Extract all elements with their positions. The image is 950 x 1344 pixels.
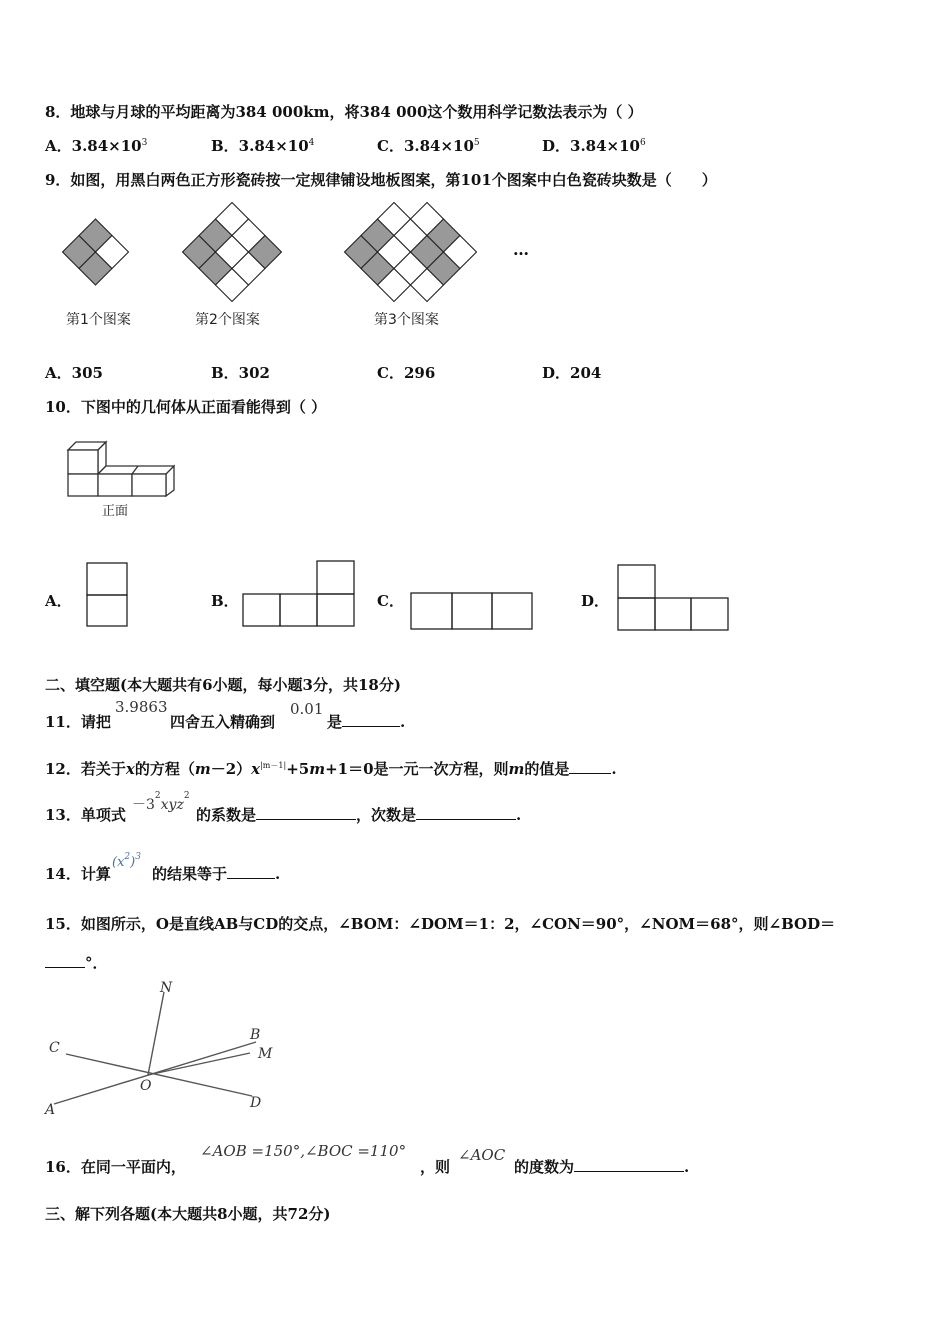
q10-option-b[interactable]: B．: [211, 592, 239, 610]
label-N: N: [160, 980, 173, 996]
q16-pre: 16．在同一平面内，: [45, 1158, 186, 1176]
q10-option-a-figure[interactable]: [86, 562, 130, 628]
label-C: C: [49, 1040, 60, 1056]
q10-option-c-figure[interactable]: [410, 592, 536, 632]
q11-pre: 11．请把: [45, 713, 111, 731]
q8-option-c[interactable]: C．$3.84\times 10^5$: [377, 137, 480, 155]
label-O: O: [140, 1078, 152, 1094]
q8-stem: 8．地球与月球的平均距离为384 000km，将384 000这个数用科学记数法表示为（ ）: [45, 103, 643, 121]
label-A: A: [45, 1102, 56, 1118]
cube-front-2: [98, 474, 132, 496]
q8-option-b[interactable]: B．$3.84\times 10^4$: [211, 137, 315, 155]
q16-blank[interactable]: [574, 1157, 684, 1172]
q11-mid: 四舍五入精确到: [170, 713, 276, 731]
q13-blank-coefficient[interactable]: [256, 805, 356, 820]
q12-stem: 12．若关于x的方程$(m-2)x^{|m-1|}+5m+1=0$是一元一次方程，则m的值是 .: [45, 760, 617, 778]
q9-option-c[interactable]: C．296: [377, 364, 436, 382]
q10-option-b-figure[interactable]: [242, 560, 358, 628]
q13-monomial: $-3^2xyz^2$: [132, 791, 190, 813]
q10-caption: 正面: [102, 504, 129, 519]
q15-blank[interactable]: [45, 953, 85, 968]
q14-expression: $(x^2)^3$: [112, 852, 141, 870]
q11-blank[interactable]: [342, 712, 400, 727]
cube-front-1: [68, 474, 98, 496]
q15-stem: 15．如图所示，O是直线AB与CD的交点，∠BOM：∠DOM＝1：2，∠CON＝90°，∠NOM＝68°，则∠BOD＝: [45, 915, 836, 933]
q9-ellipsis: …: [513, 240, 529, 259]
section-2-heading: 二、填空题(本大题共有6小题，每小题3分，共18分): [45, 676, 401, 694]
cube-row-top: [98, 466, 174, 474]
q10-solid-figure: [62, 436, 182, 502]
q10-option-a[interactable]: A．: [45, 592, 72, 610]
q14-answer-line: 的结果等于 .: [152, 865, 281, 883]
q11-precision: 0.01: [290, 700, 324, 718]
cube-front-top: [68, 450, 98, 474]
q9-caption-3: 第3个图案: [374, 312, 439, 328]
q16-given-angles: ∠AOB =150°,∠BOC =110°: [200, 1142, 407, 1160]
q10-option-c[interactable]: C．: [377, 592, 404, 610]
q9-caption-1: 第1个图案: [66, 312, 131, 328]
q8-option-a[interactable]: A．$3.84\times 10^3$: [45, 137, 148, 155]
label-B: B: [250, 1027, 261, 1043]
label-M: M: [258, 1046, 273, 1062]
q8-option-d[interactable]: D．$3.84\times 10^6$: [542, 137, 646, 155]
q9-stem: 9．如图，用黑白两色正方形瓷砖按一定规律铺设地板图案，第101个图案中白色瓷砖块数是（ ）: [45, 171, 717, 189]
q13-pre: 13．单项式: [45, 806, 126, 824]
q9-tile-patterns-figure: [40, 198, 520, 310]
q9-option-b[interactable]: B．302: [211, 364, 270, 382]
q16-target-angle: ∠AOC: [458, 1146, 506, 1164]
q15-angle-diagram: [40, 978, 280, 1118]
ray-OM: [148, 1053, 250, 1075]
line-CD: [66, 1054, 252, 1096]
q10-stem: 10．下图中的几何体从正面看能得到（ ）: [45, 398, 327, 416]
label-D: D: [250, 1095, 262, 1111]
q16-answer-line: 的度数为 .: [514, 1158, 690, 1176]
q9-caption-2: 第2个图案: [195, 312, 260, 328]
q13-answer-line: 的系数是 ，次数是 .: [196, 806, 522, 824]
section-3-heading: 三、解下列各题(本大题共8小题，共72分): [45, 1205, 331, 1223]
q14-pre: 14．计算: [45, 865, 111, 883]
q15-answer-line: °．: [45, 953, 108, 973]
q11-answer-line: 是 .: [327, 713, 406, 731]
ray-ON: [148, 992, 164, 1075]
q12-blank[interactable]: [569, 759, 611, 774]
q9-option-d[interactable]: D．204: [542, 364, 602, 382]
q10-option-d-figure[interactable]: [617, 564, 731, 632]
q16-mid: ，则: [420, 1158, 451, 1176]
q14-blank[interactable]: [227, 864, 275, 879]
q11-number: 3.9863: [115, 698, 168, 716]
q13-blank-degree[interactable]: [416, 805, 516, 820]
cube-front-3: [132, 474, 166, 496]
q10-option-d[interactable]: D．: [581, 592, 610, 610]
q9-option-a[interactable]: A．305: [45, 364, 103, 382]
